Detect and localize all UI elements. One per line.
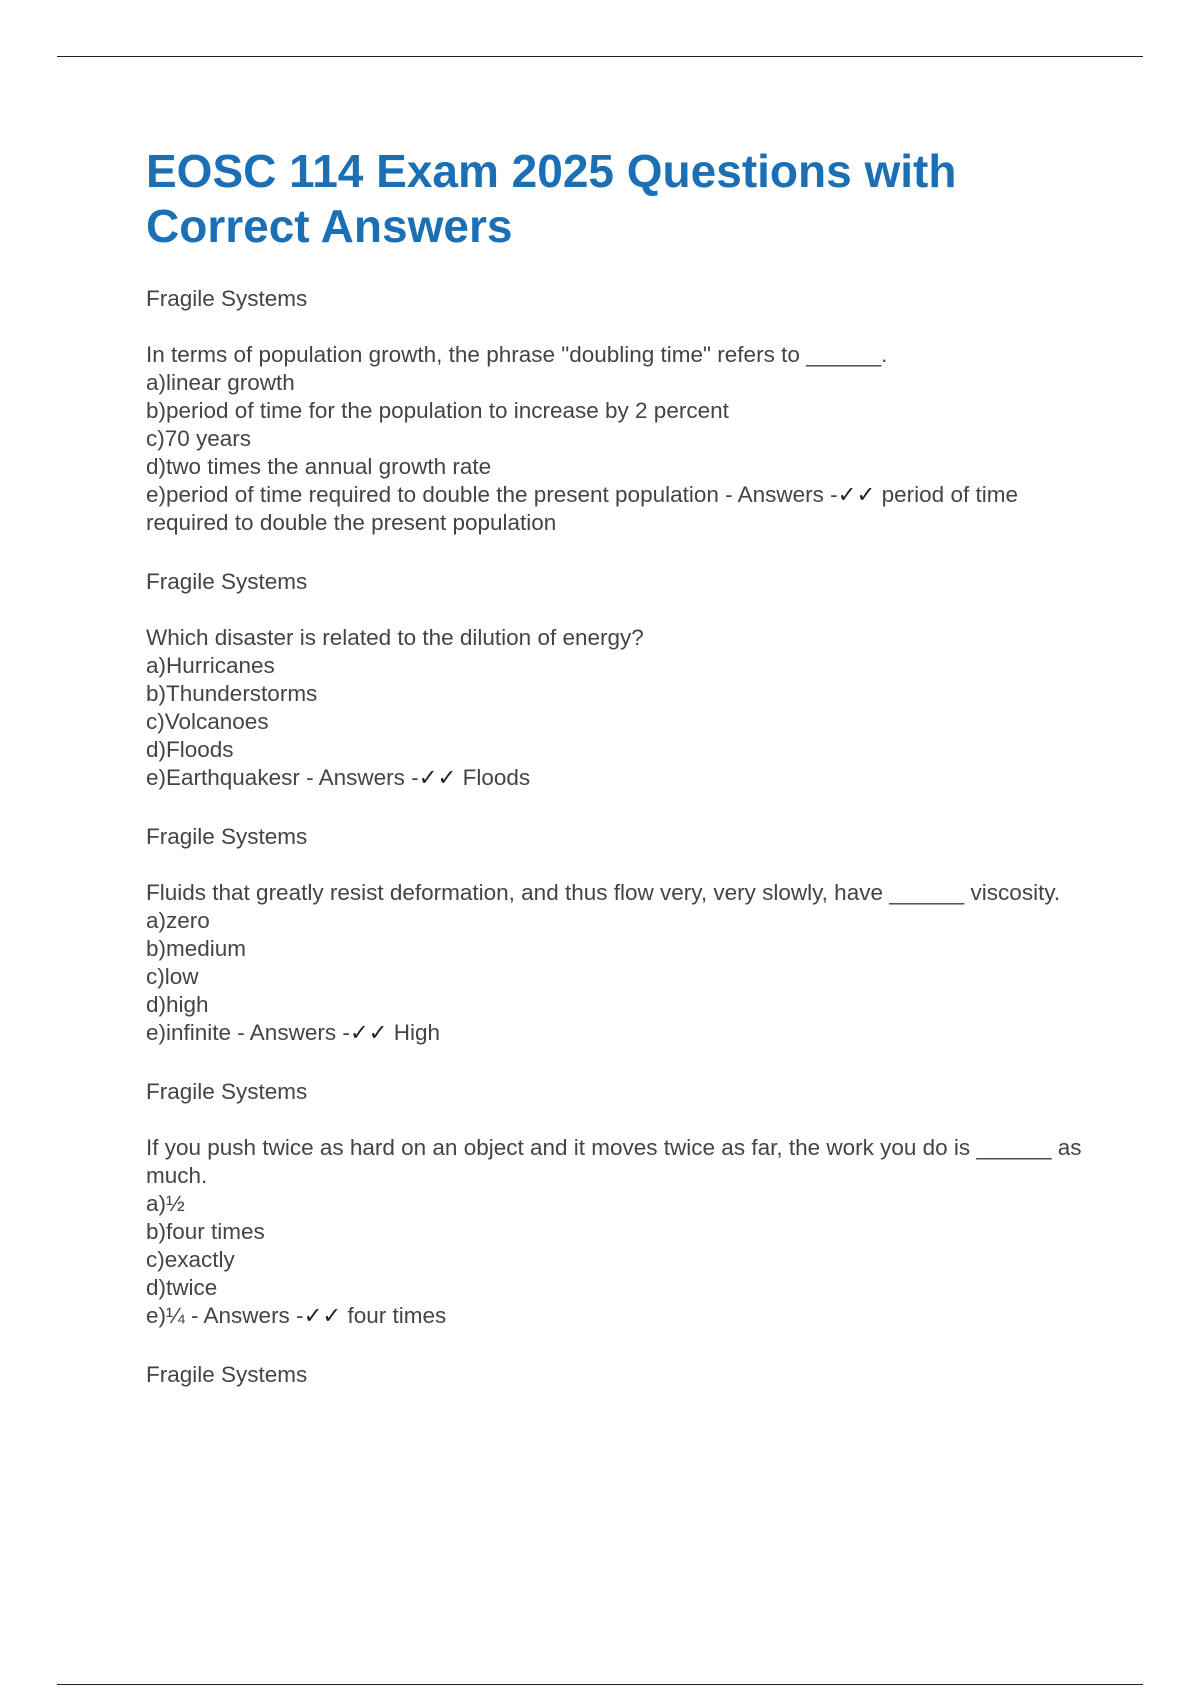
question-block <box>146 341 1096 537</box>
question-text: Fluids that greatly resist deformation, and thus flow very, very slowly, have ______ viscosity. <box>146 880 1061 905</box>
option-e-with-answer <box>146 481 1096 537</box>
question-text: If you push twice as hard on an object and it moves twice as far, the work you do is ______ as much. <box>146 1135 1082 1188</box>
option-d: d)twice <box>146 1275 218 1300</box>
answer-prefix: - Answers - <box>231 1020 350 1045</box>
option-a: a)Hurricanes <box>146 653 275 678</box>
section-label: Fragile Systems <box>146 286 308 311</box>
question-block <box>146 1134 1096 1330</box>
checkmark-icon: ✓✓ <box>418 765 457 790</box>
option-c: c)70 years <box>146 426 252 451</box>
option-c: c)low <box>146 964 199 989</box>
option-c: c)exactly <box>146 1247 235 1272</box>
section-label: Fragile Systems <box>146 569 308 594</box>
option-d: d)Floods <box>146 737 234 762</box>
section-label: Fragile Systems <box>146 1079 308 1104</box>
answer-prefix: - Answers - <box>299 765 419 790</box>
option-d: d)two times the annual growth rate <box>146 454 492 479</box>
correct-answer: period of time required to double the present population <box>146 482 1018 535</box>
checkmark-icon: ✓✓ <box>349 1020 388 1045</box>
option-e-with-answer <box>146 764 1096 792</box>
correct-answer: Floods <box>456 765 531 790</box>
option-e: e)period of time required to double the present population <box>146 482 719 507</box>
qa-section <box>146 823 1096 1047</box>
option-c: c)Volcanoes <box>146 709 269 734</box>
qa-section <box>146 1078 1096 1330</box>
question-block <box>146 879 1096 1047</box>
answer-prefix: - Answers - <box>718 482 838 507</box>
option-a: a)zero <box>146 908 210 933</box>
option-b: b)four times <box>146 1219 265 1244</box>
answer-prefix: - Answers - <box>184 1303 304 1328</box>
question-block <box>146 624 1096 792</box>
checkmark-icon: ✓✓ <box>303 1303 342 1328</box>
checkmark-icon: ✓✓ <box>837 482 876 507</box>
correct-answer: four times <box>341 1303 447 1328</box>
option-b: b)medium <box>146 936 247 961</box>
qa-section <box>146 1361 1096 1389</box>
document-body <box>146 144 1096 1389</box>
section-label: Fragile Systems <box>146 824 308 849</box>
option-e-with-answer <box>146 1302 1096 1330</box>
option-b: b)period of time for the population to increase by 2 percent <box>146 398 729 423</box>
question-text: In terms of population growth, the phrase "doubling time" refers to ______. <box>146 342 888 367</box>
bottom-rule <box>57 1684 1143 1685</box>
section-label: Fragile Systems <box>146 1362 308 1387</box>
option-e-with-answer <box>146 1019 1096 1047</box>
qa-section <box>146 285 1096 537</box>
question-text: Which disaster is related to the dilution of energy? <box>146 625 644 650</box>
top-rule <box>57 56 1143 57</box>
correct-answer: High <box>387 1020 441 1045</box>
document-title <box>146 144 1096 254</box>
title-line-1: EOSC 114 Exam 2025 Questions with <box>146 145 957 197</box>
title-line-2: Correct Answers <box>146 200 513 252</box>
option-b: b)Thunderstorms <box>146 681 318 706</box>
qa-section <box>146 568 1096 792</box>
option-d: d)high <box>146 992 209 1017</box>
option-e: e)infinite <box>146 1020 232 1045</box>
option-a: a)½ <box>146 1191 185 1216</box>
option-e: e)¼ <box>146 1303 185 1328</box>
option-e: e)Earthquakesr <box>146 765 300 790</box>
option-a: a)linear growth <box>146 370 295 395</box>
